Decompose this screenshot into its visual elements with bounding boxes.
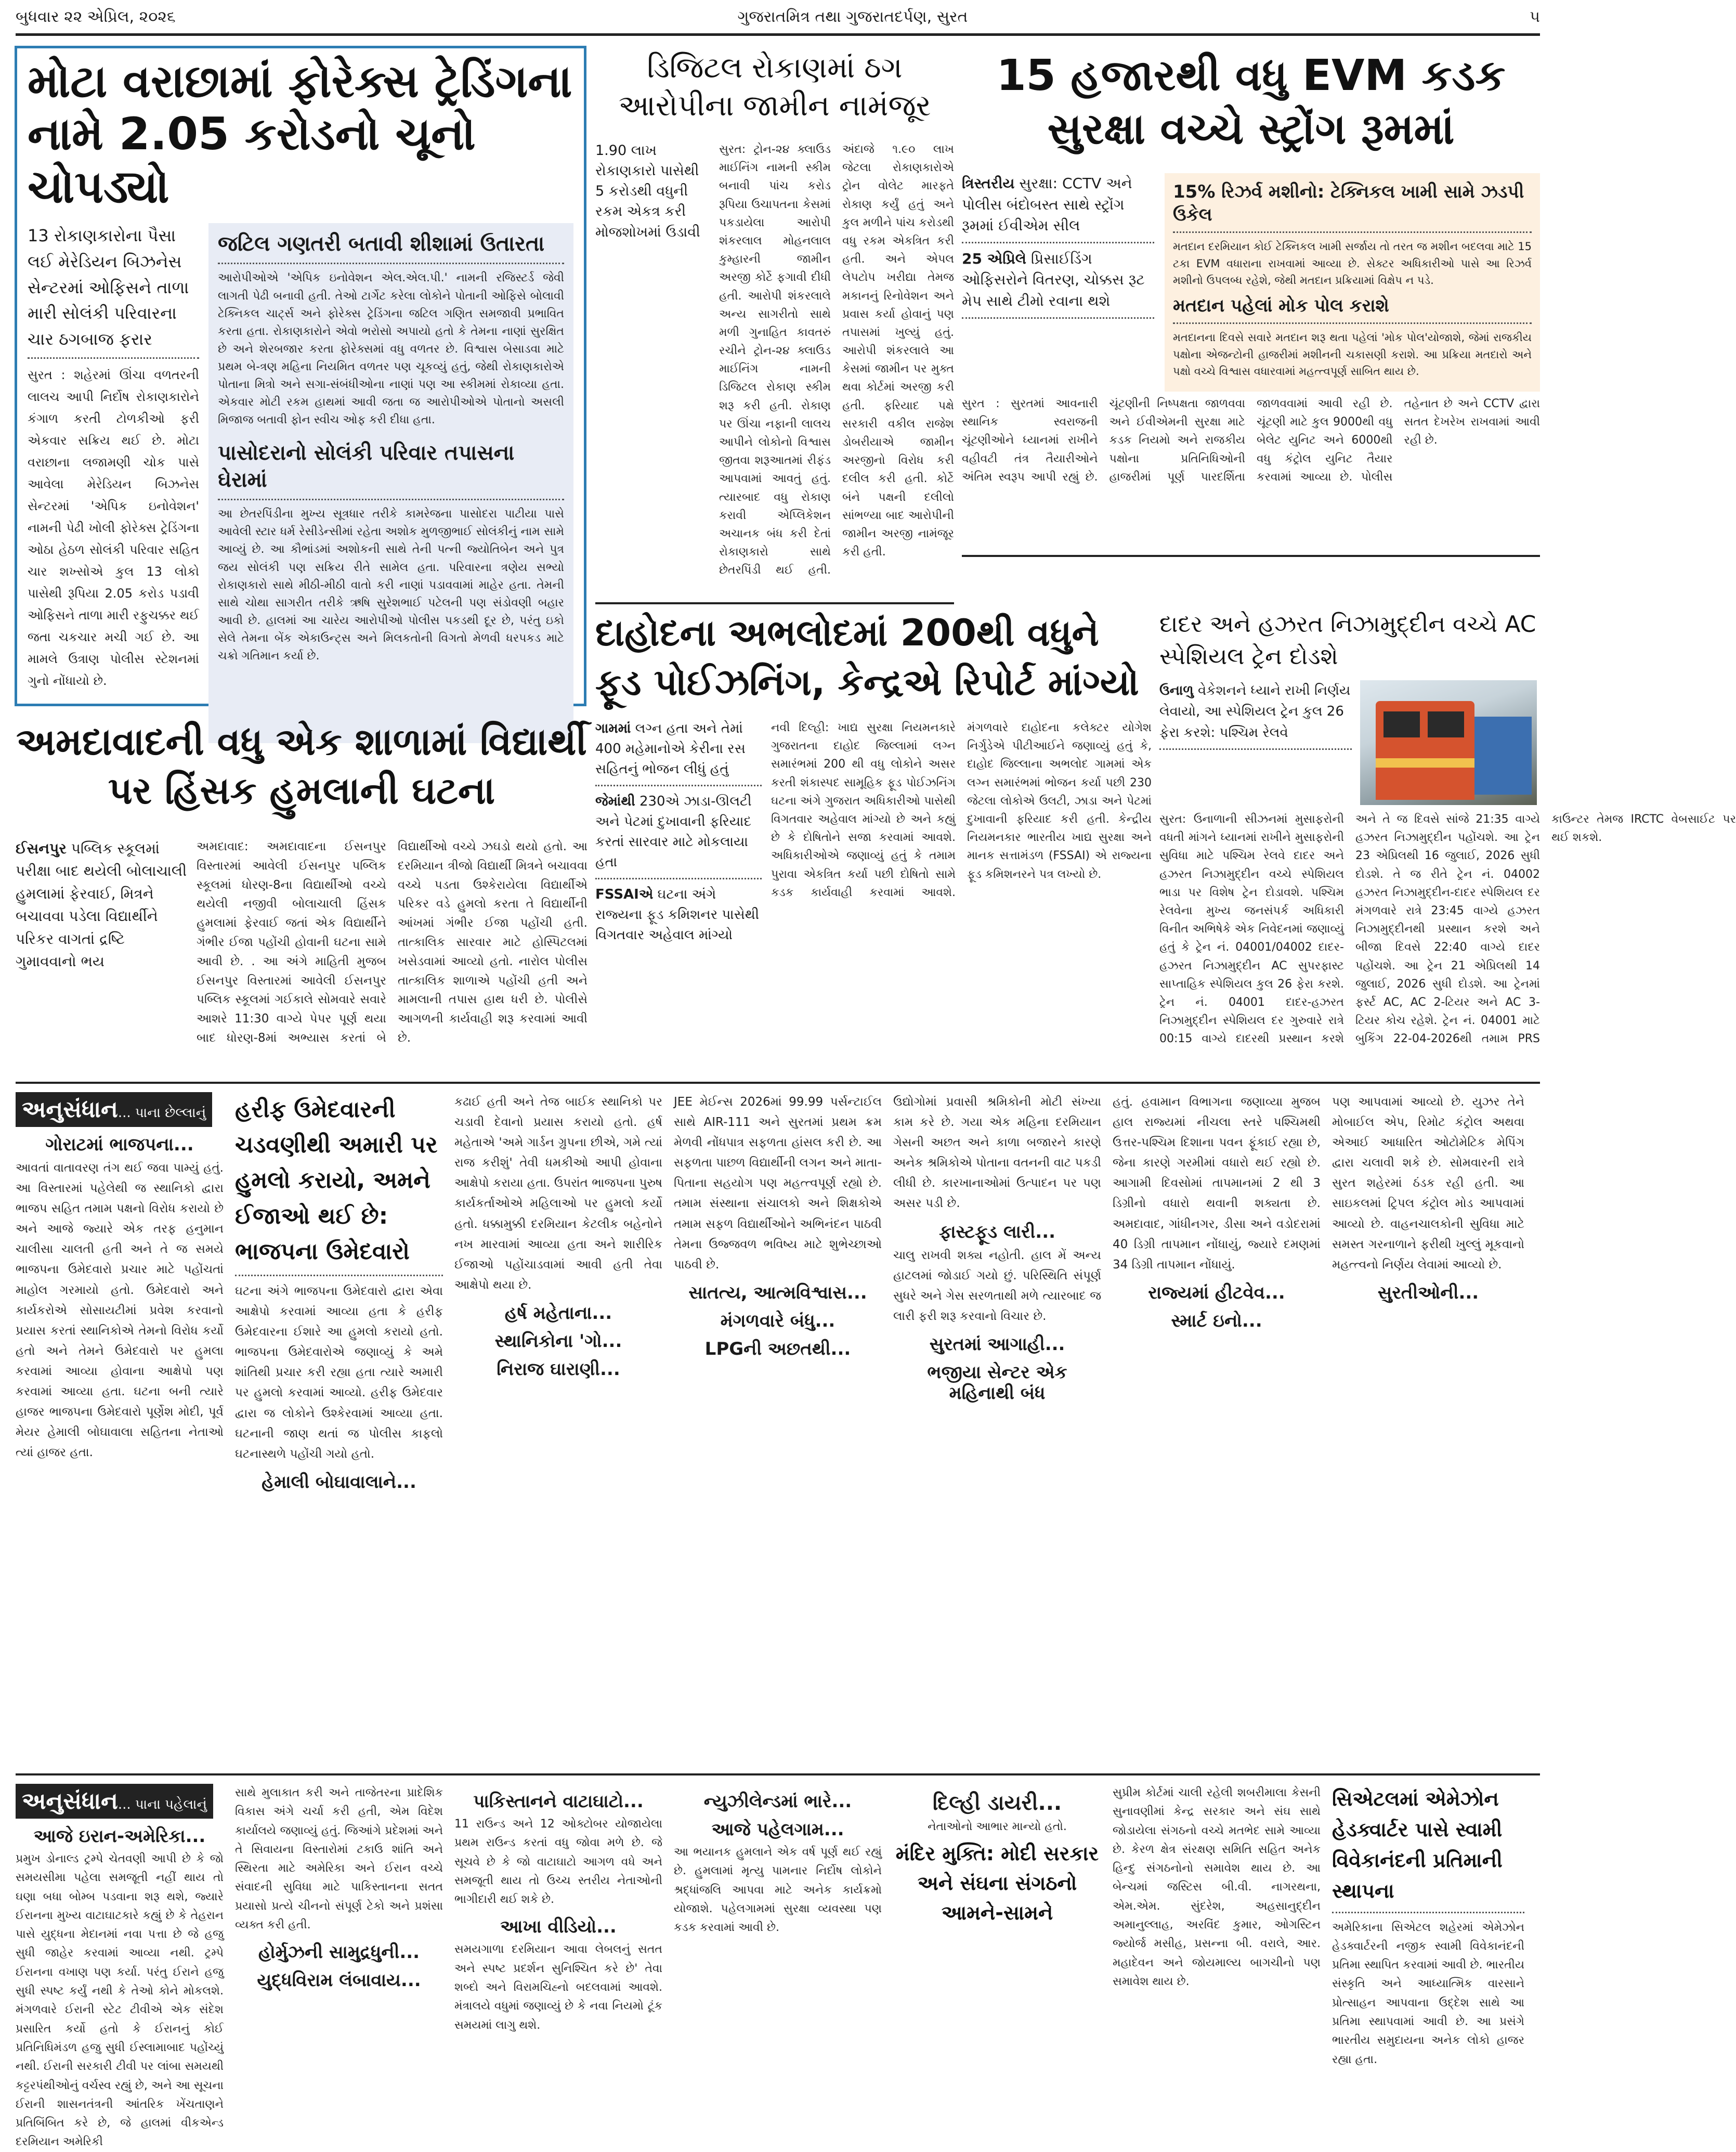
tag-sub-label: ... પાના છેલ્લાનું: [118, 1105, 206, 1121]
article-forex-fraud: [15, 46, 586, 706]
article-body: ઉદ્યોગોમાં પ્રવાસી શ્રમિકોની મોટી સંખ્યા કામ કરે છે. ગયા એક મહિના દરમિયાન ગેસની અછત અને કાળા બજારને કારણે અનેક શ્રમિકોએ પોતાના વતનની વાટ પકડી લીધી છે. કારખાનાઓમાં ઉત્પાદન પર પણ અસર પડી છે.: [893, 1095, 1101, 1211]
train-photo: [1360, 680, 1537, 805]
article-body: પણ આપવામાં આવ્યો છે. યુઝર તેને મોબાઈલ એપ, રિમોટ કંટ્રોલ અથવા એઆઈ આધારિત ઓટોમેટિક મેપિંગ દ્વારા ચલાવી શકે છે. સોમવારની રાત્રે સુરત શહેરમાં ઠંડક રહી હતી. આ સાઇકલમાં ટ્રિપલ કંટ્રોલ મોડ આપવામાં આવ્યો છે. વાહનચાલકોની સુવિધા માટે સમસ્ત ગરનાળાને ફરીથી ખુલ્લું મૂકવાનો મહત્ત્વનો નિર્ણય લેવામાં આવ્યો છે.: [1332, 1095, 1524, 1272]
kicker: યુદ્ધવિરામ લંબાવાય...: [257, 1970, 421, 1991]
continuation-tag: [16, 1092, 212, 1127]
kicker: ન્યુઝીલેન્ડમાં ભારે...: [703, 1791, 852, 1812]
header-date: બુધવાર ૨૨ એપ્રિલ, ૨૦૨૬: [16, 7, 176, 26]
article-food-poisoning: [595, 608, 1152, 1071]
article-body: ચાલુ રાખવી શક્ય નહોતી. હાલ મેં અન્ય હાટલમાં જોડાઈ ગયો છું. પરિસ્થિતિ સંપૂર્ણ સુધરે અને ગેસ સરળતાથી મળે ત્યારબાદ જ લારી ફરી શરૂ કરવાનો વિચાર છે.: [893, 1248, 1101, 1323]
article-headline: દાદર અને હઝરત નિઝામુદ્દીન વચ્ચે AC સ્પેશિયલ ટ્રેન દોડશે: [1159, 611, 1536, 670]
kicker: મંગળવારે બંધુ...: [720, 1310, 836, 1331]
article-headline: દાહોદના અભલોદમાં 200થી વધુને ફૂડ પોઈઝનિંગ, કેન્દ્રએ રિપોર્ટ માંગ્યો: [595, 612, 1139, 704]
article-deck: 1.90 લાખ રોકાણકારો પાસેથી 5 કરોડથી વધુની રકમ એકત્ર કરી મોજશોખમાં ઉડાવી: [595, 142, 700, 240]
subhead-bold: ઉનાળુ: [1159, 683, 1194, 698]
subhead-text: ઘટના અંગે રાજ્યના ફૂડ કમિશનર પાસેથી વિગતવાર અહેવાલ માંગ્યો: [595, 887, 760, 943]
article-body: નેતાઓનો આભાર માન્યો હતો.: [928, 1820, 1067, 1833]
subhead-bold: FSSAIએ: [595, 887, 654, 902]
article-body: અમદાવાદ: અમદાવાદના ઈસનપુર વિસ્તારમાં આવેલી ઈસનપુર પબ્લિક સ્કૂલમાં ધોરણ-8ના વિદ્યાર્થીઓ વચ્ચે થયેલી નજીવી બોલાચાલી હિંસક હુમલામાં ફેરવાઈ જતાં એક વિદ્યાર્થીને ગંભીર ઈજા પહોંચી હોવાની ઘટના સામે આવી છે. . આ અંગે માહિતી મુજબ ઈસનપુર વિસ્તારમાં આવેલી ઈસનપુર પબ્લિક સ્કૂલમાં ગઈકાલે સોમવારે સવારે આશરે 11:30 વાગ્યે પેપર પૂર્ણ થયા બાદ ધોરણ-8માં અભ્યાસ કરતાં બે વિદ્યાર્થીઓ વચ્ચે ઝઘડો થયો હતો. આ દરમિયાન ત્રીજો વિદ્યાર્થી મિત્રને બચાવવા વચ્ચે પડતા ઉશ્કેરાયેલા વિદ્યાર્થીએ પરિકર વડે હુમલો કરતા તે વિદ્યાર્થીની આંખમાં ગંભીર ઈજા પહોંચી હતી. તાત્કાલિક સારવાર માટે હોસ્પિટલમાં ખસેડવામાં આવ્યો હતો. નારોલ પોલીસ તાત્કાલિક શાળાએ પહોંચી હતી અને મામલાની તપાસ હાથ ધરી છે. પોલીસે આગળની કાર્યવાહી શરૂ કરવામાં આવી છે.: [197, 840, 588, 1045]
header-page-number: ૫: [1530, 7, 1540, 26]
kicker: ગોરાટમાં ભાજપના...: [45, 1134, 194, 1155]
article-headline: સિએટલમાં એમેઝોન હેડક્વાર્ટર પાસે સ્વામી વિવેકાનંદની પ્રતિમાની સ્થાપના: [1332, 1787, 1503, 1902]
continuation-section-2: [16, 1784, 1540, 2149]
page-header: [0, 0, 1556, 33]
article-deck: 13 રોકાણકારોના પૈસા લઈ મેરેડિયન બિઝનેસ સેન્ટરમાં ઓફિસને તાળા મારી સોલંકી પરિવારના ચાર ઠગબાજ ફરાર: [28, 226, 189, 349]
subhead-text: પ્રિસાઈડિંગ ઓફિસરોને વિતરણ, ચોક્કસ રૂટ મેપ સાથે ટીમો રવાના થશે: [962, 250, 1145, 309]
article-body: સુરત: ઉનાળાની સીઝનમાં મુસાફરોની વધતી માંગને ધ્યાનમાં રાખીને મુસાફરોની સુવિધા માટે પશ્ચિમ રેલવે દાદર અને હઝરત નિઝામુદ્દીન વચ્ચે સ્પેશિયલ ભાડા પર વિશેષ ટ્રેન દોડાવશે. પશ્ચિમ રેલવેના મુખ્ય જનસંપર્ક અધિકારી વિનીત અભિષેકે એક નિવેદનમાં જણાવ્યું હતું કે ટ્રેન નં. 04001/04002 દાદર-હઝરત નિઝામુદ્દીન AC સુપરફાસ્ટ સાપ્તાહિક સ્પેશિયલ કુલ 26 ફેરા કરશે. ટ્રેન નં. 04001 દાદર-હઝરત નિઝામુદ્દીન સ્પેશિયલ દર ગુરુવારે રાત્રે 00:15 વાગ્યે દાદરથી પ્રસ્થાન કરશે અને તે જ દિવસે સાંજે 21:35 વાગ્યે હઝરત નિઝામુદ્દીન પહોંચશે. આ ટ્રેન 23 એપ્રિલથી 16 જુલાઈ, 2026 સુધી દોડશે. તે જ રીતે ટ્રેન નં. 04002 હઝરત નિઝામુદ્દીન-દાદર સ્પેશિયલ દર મંગળવારે રાત્રે 23:45 વાગ્યે હઝરત નિઝામુદ્દીનથી પ્રસ્થાન કરશે અને બીજા દિવસે 22:40 વાગ્યે દાદર પહોંચશે. આ ટ્રેન 21 એપ્રિલથી 14 જુલાઈ, 2026 સુધી દોડશે. આ ટ્રેનમાં ફર્સ્ટ AC, AC 2-ટિયર અને AC 3-ટિયર કોચ રહેશે. ટ્રેન નં. 04001 માટે બુકિંગ 22-04-2026થી તમામ PRS કાઉન્ટર તેમજ IRCTC વેબસાઈટ પર થઈ શકશે.: [1159, 813, 1736, 1046]
kicker: ફાસ્ટફૂડ લારી...: [938, 1221, 1056, 1242]
box-heading: 15% રિઝર્વ મશીનો: ટેક્નિકલ ખામી સામે ઝડપી ઉકેલ: [1173, 182, 1524, 226]
article-special-train: [1159, 608, 1736, 1071]
subhead-bold: ત્રિસ્તરીય: [962, 175, 1015, 192]
subhead-bold: 25 એપ્રિલે: [962, 250, 1026, 267]
article-headline: ડિજિટલ રોકાણમાં ઠગ આરોપીના જામીન નામંજૂર: [618, 51, 931, 123]
box-text: આ છેતરપિંડીના મુખ્ય સૂત્રધાર તરીકે કામરેજના પાસોદરા પાટીયા પાસે આવેલી સ્ટાર ધર્મ રેસીડેન્સીમાં રહેતા અશોક મુળજીભાઈ સોલંકીનું નામ સામે આવ્યું છે. આ કૌભાંડમાં અશોકની સાથે તેની પત્ની જ્યોતિબેન અને પુત્ર જય સોલંકી પણ સક્રિય રીતે સામેલ હતા. પરિવારના ત્રણેય સભ્યો રોકાણકારો સાથે મીઠી-મીઠી વાતો કરી નાણાં પડાવવામાં માહેર હતા. તેમની સાથે ચોથા સાગરીત તરીકે ઋષિ સુરેશભાઈ પટેલની પણ સંડોવણી બહાર આવી છે. હાલમાં આ ચારેય આરોપીઓ પોલીસ પકડથી દૂર છે, પરંતુ ઇકો સેલે તેમના બેંક એકાઉન્ટ્સ અને મિલકતોની વિગતો મેળવી ધરપકડ માટે ચક્રો ગતિમાન કર્યા છે.: [218, 508, 564, 663]
article-body: પ્રમુખ ડોનાલ્ડ ટ્રમ્પે ચેતવણી આપી છે કે જો સમયસીમા પહેલા સમજૂતી નહીં થાય તો ઘણા બધા બોમ્બ પડવાના શરૂ થશે, જ્યારે ઈરાનના મુખ્ય વાટાઘાટકારે કહ્યું છે કે તેહરાન પાસે યુદ્ધના મેદાનમાં નવા પત્તા છે જે હજુ સુધી જાહેર કરવામાં આવ્યા નથી. ટ્રમ્પે ઈરાનના વખાણ પણ કર્યા. પરંતુ ઈરાને હજુ સુધી સ્પષ્ટ કર્યું નથી કે તેઓ કોને મોકલશે. મંગળવારે ઈરાની સ્ટેટ ટીવીએ એક સંદેશ પ્રસારિત કર્યો હતો કે ઈરાનનું કોઈ પ્રતિનિધિમંડળ હજુ સુધી ઈસ્લામાબાદ પહોંચ્યું નથી. ઈરાની સરકારી ટીવી પર લાંબા સમયથી કટ્ટરપંથીઓનું વર્ચસ્વ રહ્યું છે, અને આ સૂચના ઈરાની શાસનતંત્રની આંતરિક ખેંચતાણને પ્રતિબિંબિત કરે છે, જે હાલમાં વીકએન્ડ દરમિયાન અમેરિકી: [16, 1852, 224, 2149]
section-divider: [16, 1773, 1540, 1775]
article-body: ઘટના અંગે ભાજપના ઉમેદવારો દ્વારા એવા આક્ષેપો કરવામાં આવ્યા હતા કે હરીફ ઉમેદવારના ઈશારે આ હુમલો કરાયો હતો. ભાજપના ઉમેદવારોએ જણાવ્યું કે અમે શાંતિથી પ્રચાર કરી રહ્યા હતા ત્યારે અમારી પર હુમલો કરવામાં આવ્યો. હરીફ ઉમેદવાર દ્વારા જ લોકોને ઉશ્કેરવામાં આવ્યા હતા. ઘટનાની જાણ થતાં જ પોલીસ કાફલો ઘટનાસ્થળે પહોંચી ગયો હતો.: [235, 1284, 443, 1461]
section-divider: [16, 1082, 1540, 1084]
tag-label: અનુસંધાન: [22, 1096, 118, 1123]
article-body: અમેરિકાના સિએટલ શહેરમાં એમેઝોન હેડક્વાર્ટરની નજીક સ્વામી વિવેકાનંદની પ્રતિમા સ્થાપિત કરવામાં આવી છે. ભારતીય સંસ્કૃતિ અને આધ્યાત્મિક વારસાને પ્રોત્સાહન આપવાના ઉદ્દેશ સાથે આ પ્રતિમા સ્થાપવામાં આવી છે. આ પ્રસંગે ભારતીય સમુદાયના અનેક લોકો હાજર રહ્યા હતા.: [1332, 1921, 1524, 2066]
article-headline: હરીફ ઉમેદવારની ચડવણીથી અમારી પર હુમલો કરાયો, અમને ઈજાઓ થઈ છે: ભાજપના ઉમેદવારો: [235, 1096, 438, 1265]
kicker: દિલ્હી ડાયરી...: [932, 1791, 1062, 1815]
article-digital-investment: [595, 49, 954, 601]
article-evm-security: [962, 49, 1540, 601]
article-headline: 15 હજારથી વધુ EVM કડક સુરક્ષા વચ્ચે સ્ટ્રોંગ રૂમમાં: [996, 51, 1506, 154]
subhead-bold: ગામમાં: [595, 721, 631, 736]
kicker: હેમાલી બોઘાવાલાને...: [262, 1471, 416, 1493]
continuation-tag: [16, 1784, 213, 1819]
box-text: આરોપીઓએ 'એપિક ઇનોવેશન એલ.એલ.પી.' નામની રજિસ્ટર્ડ જેવી લાગતી પેઢી બનાવી હતી. તેઓ ટાર્ગેટ કરેલા લોકોને પોતાની ઓફિસે બોલાવી ટેક્નિકલ ચાર્ટ્સ અને ફોરેક્સ ટ્રેડિંગના જટિલ ગણિત સમજાવી પ્રભાવિત કરતા હતા. રોકાણકારોને એવો ભરોસો અપાયો હતો કે તેમના નાણાં સુરક્ષિત છે અને શેરબજાર કરતા ફોરેક્સમાં વધુ વળતર છે. વિશ્વાસ બેસાડવા માટે પ્રથમ બે-ત્રણ મહિના નિયમિત વળતર પણ ચૂકવ્યું હતું, જેથી રોકાણકારોએ પોતાના મિત્રો અને સગા-સંબંધીઓના નાણાં પણ આ સ્કીમમાં રોકાવ્યા હતા. એકવાર મોટી રકમ હાથમાં આવી જતા જ આરોપીઓએ પોતાનો અસલી મિજાજ બતાવી ફોન સ્વીચ ઓફ કરી દીધા હતા.: [218, 271, 564, 427]
kicker: નિરાજ ઘારાણી...: [497, 1358, 620, 1380]
article-body: આ ભયાનક હુમલાને એક વર્ષ પૂર્ણ થઈ રહ્યું છે. હુમલામાં મૃત્યુ પામનાર નિર્દોષ લોકોને શ્રદ્ધાંજલિ આપવા માટે અનેક કાર્યક્રમો યોજાશે. પહેલગામમાં સુરક્ષા વ્યવસ્થા પણ કડક કરવામાં આવી છે.: [674, 1846, 882, 1935]
tag-label: અનુસંધાન: [22, 1788, 118, 1814]
subhead-text: સુરક્ષા: CCTV અને પોલીસ બંદોબસ્ત સાથે સ્ટ્રોંગ રૂમમાં ઈવીએમ સીલ: [962, 175, 1132, 235]
box-heading: પાસોદરાનો સોલંકી પરિવાર તપાસના ઘેરામાં: [218, 441, 515, 492]
article-deck: પબ્લિક સ્કૂલમાં પરીક્ષા બાદ થયેલી બોલાચાલી હુમલામાં ફેરવાઈ, મિત્રને બચાવવા પડેલા વિદ્યાર્થીને પરિકર વાગતાં દ્રષ્ટિ ગુમાવવાનો ભય: [16, 840, 187, 970]
article-headline: મોટા વરાછામાં ફોરેક્સ ટ્રેડિંગના નામે 2.05 કરોડનો ચૂનો ચોપડ્યો: [28, 56, 572, 213]
header-paper-name: ગુજરાતમિત્ર તથા ગુજરાતદર્પણ, સુરત: [737, 7, 968, 26]
subhead-text: 230એ ઝાડા-ઊલટી અને પેટમાં દુખાવાની ફરિયાદ કરતાં સારવાર માટે મોકલાયા હતા: [595, 794, 752, 870]
kicker: હોર્મુઝની સામુદ્રધુની...: [258, 1942, 420, 1963]
article-headline: મંદિર મુક્તિ: મોદી સરકાર અને સંઘના સંગઠનો આમને-સામને: [895, 1842, 1099, 1925]
box-heading: મતદાન પહેલાં મોક પોલ કરાશે: [1173, 295, 1389, 317]
article-headline: અમદાવાદની વધુ એક શાળામાં વિદ્યાર્થી પર હિંસક હુમલાની ઘટના: [16, 720, 587, 812]
article-body: 11 રાઉન્ડ અને 12 ઓક્ટોબર યોજાયેલા પ્રથમ રાઉન્ડ કરતાં વધુ જોવા મળે છે. જે સૂચવે છે કે જો વાટાઘાટો આગળ વધે અને સમજૂતી થાય તો ઉચ્ચ સ્તરીય નેતાઓની ભાગીદારી થઈ શકે છે.: [454, 1818, 662, 1907]
kicker: આજે પહેલગામ...: [711, 1819, 844, 1840]
kicker: સુરતમાં આગાહી...: [929, 1333, 1065, 1355]
article-body: સમયગાળા દરમિયાન આવા લેબલનું સતત અને સ્પષ્ટ પ્રદર્શન સુનિશ્ચિત કરે છે' તેવા શબ્દો અને વિરામચિહ્નો બદલવામાં આવશે. મંત્રાલયે વધુમાં જણાવ્યું છે કે નવા નિયમો ટૂંક સમયમાં લાગુ થશે.: [454, 1943, 662, 2032]
box-text: મતદાનના દિવસે સવારે મતદાન શરૂ થતા પહેલાં 'મોક પોલ'યોજાશે, જેમાં રાજકીય પક્ષોના એજન્ટોની હાજરીમાં મશીનની ચકાસણી કરાશે. આ પ્રક્રિયા મતદારો અને પક્ષો વચ્ચે વિશ્વાસ વધારવામાં મહત્ત્વપૂર્ણ સાબિત થાય છે.: [1173, 331, 1532, 378]
article-body: હતું. હવામાન વિભાગના જણાવ્યા મુજબ હાલ રાજ્યમાં નીચલા સ્તરે પશ્ચિમથી ઉત્તર-પશ્ચિમ દિશાના પવન ફૂંકાઈ રહ્યા છે, જેના કારણે ગરમીમાં વધારો થઈ રહ્યો છે. આગામી દિવસોમાં તાપમાનમાં 2 થી 3 ડિગ્રીનો વધારો થવાની શક્યતા છે. અમદાવાદ, ગાંધીનગર, ડીસા અને વડોદરામાં 40 ડિગ્રી તાપમાન નોંધાયું, જ્યારે દમણમાં 34 ડિગ્રી તાપમાન નોંધાયું.: [1113, 1095, 1321, 1272]
article-body: સુરત: ટ્રોન-૨૪ ક્લાઉડ માઈનિંગ નામની સ્કીમ બનાવી પાંચ કરોડ રૂપિયા ઉચાપતના કેસમાં પકડાયેલા આરોપી શંકરલાલ મોહનલાલ કુમ્હારની જામીન અરજી કોર્ટે ફગાવી દીધી હતી. આરોપી શંકરલાલે અન્ય સાગરીતો સાથે મળી ગુનાહિત કાવતરું રચીને ટ્રોન-૨૪ ક્લાઉડ માઈનિંગ નામની ડિજિટલ રોકાણ સ્કીમ શરૂ કરી હતી. રોકાણ પર ઊંચા નફાની લાલચ આપીને લોકોનો વિશ્વાસ જીતવા શરૂઆતમાં રીફંડ આપવામાં આવતું હતું. ત્યારબાદ વધુ રોકાણ કરાવી એપ્લિકેશન અચાનક બંધ કરી દેતાં રોકાણકારો સાથે છેતરપિંડી થઈ હતી. અંદાજે ૧.૯૦ લાખ જેટલા રોકાણકારોએ ટ્રોન વોલેટ મારફતે રોકાણ કર્યું હતું અને કુલ મળીને પાંચ કરોડથી વધુ રકમ એકત્રિત કરી હતી. અને એપલ લેપટોપ ખરીદ્યા તેમજ મકાનનું રિનોવેશન અને પ્રવાસ કર્યા હોવાનું પણ તપાસમાં ખુલ્યું હતું. આરોપી શંકરલાલે આ કેસમાં જામીન પર મુક્ત થવા કોર્ટમાં અરજી કરી હતી. ફરિયાદ પક્ષે સરકારી વકીલ રાજેશ ડોબરીયાએ જામીન અરજીનો વિરોધ કરી દલીલ કરી હતી. કોર્ટે બંને પક્ષની દલીલો સાંભળ્યા બાદ આરોપીની જામીન અરજી નામંજૂર કરી હતી.: [719, 143, 954, 577]
box-text: મતદાન દરમિયાન કોઈ ટેક્નિકલ ખામી સર્જાય તો તરત જ મશીન બદલવા માટે 15 ટકા EVM વધારાના રાખવામાં આવ્યા છે. સેક્ટર અધિકારીઓ પાસે આ રિઝર્વ મશીનો ઉપલબ્ધ રહેશે, જેથી મતદાન પ્રક્રિયામાં વિક્ષેપ ન પડે.: [1173, 240, 1532, 287]
continuation-section-1: [16, 1092, 1540, 1763]
kicker: સ્થાનિકોના 'ગો...: [494, 1330, 622, 1352]
article-body: સુરત : સુરતમાં આવનારી સ્થાનિક સ્વરાજની ચૂંટણીઓને ધ્યાનમાં રાખીને વહીવટી તંત્ર તૈયારીઓને અંતિમ સ્વરૂપ આપી રહ્યું છે. ચૂંટણીની નિષ્પક્ષતા જાળવવા અને ઈવીએમની સુરક્ષા માટે કડક નિયમો અને રાજકીય પક્ષોના પ્રતિનિધિઓની હાજરીમાં પૂર્ણ પારદર્શિતા જાળવવામાં આવી રહી છે. ચૂંટણી માટે કુલ 9000થી વધુ બેલેટ યુનિટ અને 6000થી વધુ કંટ્રોલ યુનિટ તૈયાર કરવામાં આવ્યા છે. પોલીસ તહેનાત છે અને CCTV દ્વારા સતત દેખરેખ રાખવામાં આવી રહી છે.: [962, 397, 1540, 484]
kicker: સુરતીઓની...: [1377, 1282, 1479, 1303]
subhead-text: લગ્ન હતા અને તેમાં 400 મહેમાનોએ કેરીના રસ સહિતનું ભોજન લીધું હતું: [595, 721, 746, 777]
kicker: સાતત્ય, આત્મવિશ્વાસ...: [688, 1282, 867, 1303]
kicker: આજે ઇરાન-અમેરિકા...: [33, 1826, 206, 1847]
deck-bold: ઈસનપુર: [16, 840, 67, 857]
kicker: હર્ષ મહેતાના...: [504, 1302, 612, 1324]
article-body: સાથે મુલાકાત કરી અને તાજેતરના પ્રાદેશિક વિકાસ અંગે ચર્ચા કરી હતી, એમ વિદેશ કાર્યાલયે જણાવ્યું હતું. જિઆંગે પ્રદેશમાં અને તે સિવાયના વિસ્તારોમાં ટકાઉ શાંતિ અને સ્થિરતા માટે અમેરિકા અને ઈરાન વચ્ચે સંવાદની સુવિધા માટે પાકિસ્તાનના સતત પ્રયાસો પ્રત્યે ચીનનો સંપૂર્ણ ટેકો અને પ્રશંસા વ્યક્ત કરી હતી.: [235, 1786, 443, 1932]
subhead-bold: જેમાંથી: [595, 794, 635, 809]
article-body: JEE મેઈન્સ 2026માં 99.99 પર્સન્ટાઈલ સાથે AIR-111 અને સુરતમાં પ્રથમ ક્રમ મેળવી નોંધપાત્ર સફળતા હાંસલ કરી છે. આ સફળતા પાછળ વિદ્યાર્થીની લગન અને માતા-પિતાના સહયોગ પણ મહત્ત્વપૂર્ણ રહ્યો છે. તમામ સંસ્થાના સંચાલકો અને શિક્ષકોએ તમામ સફળ વિદ્યાર્થીઓને અભિનંદન પાઠવી તેમના ઉજ્જવળ ભવિષ્ય માટે શુભેચ્છાઓ પાઠવી છે.: [674, 1095, 882, 1272]
box-heading: જટિલ ગણતરી બતાવી શીશામાં ઉતારતા: [218, 232, 545, 256]
article-school-attack: [16, 718, 588, 1071]
kicker: સ્માર્ટ ઇનો...: [1171, 1310, 1262, 1331]
kicker: આખા વીડિયો...: [500, 1916, 617, 1938]
kicker: પાકિસ્તાનને વાટાઘાટો...: [473, 1791, 644, 1812]
kicker: ભજીયા સેન્ટર એક મહિનાથી બંધ: [927, 1362, 1067, 1404]
article-body: કઢાઈ હતી અને તેજ બાઈક સ્થાનિકો પર ચડાવી દેવાનો પ્રયાસ કરાયો હતો. હર્ષ મહેતાએ 'અમે ગાર્ડન ગ્રુપના છીએ, ગમે ત્યાં રાજ કરીશું' તેવી ધમકીઓ આપી હોવાના આક્ષેપો કરાયા હતા. ઉપરાંત ભાજપના પુરુષ કાર્યકર્તાઓએ મહિલાઓ પર હુમલો કર્યો હતો. ધક્કામુક્કી દરમિયાન કેટલીક બહેનોને નખ મારવામાં આવ્યા હતા અને શારીરિક ઈજાઓ પહોંચાડવામાં આવી હતી તેવા આક્ષેપો થયા છે.: [454, 1095, 662, 1292]
article-body: સુરત : શહેરમાં ઊંચા વળતરની લાલચ આપી નિર્દોષ રોકાણકારોને કંગાળ કરતી ટોળકીઓ ફરી એકવાર સક્રિય થઈ છે. મોટા વરાછાના લજામણી ચોક પાસે આવેલા મેરેડિયન બિઝનેસ સેન્ટરમાં 'એપિક ઇનોવેશન' નામની પેઢી ખોલી ફોરેક્સ ટ્રેડિંગના ઓઠા હેઠળ સોલંકી પરિવાર સહિત ચાર શખ્સોએ કુલ 13 લોકો પાસેથી રૂપિયા 2.05 કરોડ પડાવી ઓફિસને તાળા મારી રફુચક્કર થઈ જતા ચકચાર મચી ગઈ છે. આ મામલે ઉત્રાણ પોલીસ સ્ટેશનમાં ગુનો નોંધાયો છે.: [28, 368, 199, 689]
subhead-text: વેકેશનને ધ્યાને રાખી નિર્ણય લેવાયો, આ સ્પેશિયલ ટ્રેન કુલ 26 ફેરા કરશે: પશ્ચિમ રેલવે: [1159, 683, 1351, 741]
tag-sub-label: ... પાના પહેલાનું: [118, 1797, 207, 1812]
header-rule: [16, 33, 1540, 36]
article-body: નવી દિલ્હી: ખાદ્ય સુરક્ષા નિયમનકારે ગુજરાતના દાહોદ જિલ્લામાં લગ્ન સમારંભમાં 200 થી વધુ લોકોને અસર કરતી શંકાસ્પદ સામૂહિક ફૂડ પોઈઝનિંગ ઘટના અંગે ગુજરાત અધિકારીઓ પાસેથી વિગતવાર અહેવાલ માંગ્યો છે અને કહ્યું છે કે દોષિતોને સજા કરવામાં આવશે. અધિકારીઓએ જણાવ્યું હતું કે તમામ પુરાવા એકત્રિત કર્યા પછી દોષિતો સામે કડક કાર્યવાહી કરવામાં આવશે. મંગળવારે દાહોદના કલેક્ટર યોગેશ નિર્ગુડેએ પીટીઆઈને જણાવ્યું હતું કે, દાહોદ જિલ્લાના અભલોદ ગામમાં એક લગ્ન સમારંભમાં ભોજન કર્યા પછી 230 જેટલા લોકોએ ઉલટી, ઝાડા અને પેટમાં દુખાવાની ફરિયાદ કરી હતી. કેન્દ્રીય નિયમનકાર ભારતીય ખાદ્ય સુરક્ષા અને માનક સત્તામંડળ (FSSAI) એ રાજ્યના ફૂડ કમિશનરને પત્ર લખ્યો છે.: [771, 721, 1152, 899]
article-body: સુપ્રીમ કોર્ટમાં ચાલી રહેલી શબરીમાલા કેસની સુનાવણીમાં કેન્દ્ર સરકાર અને સંઘ સાથે જોડાયેલા સંગઠનો વચ્ચે મતભેદ સામે આવ્યા છે. કેરળ ક્ષેત્ર સંરક્ષણ સમિતિ સહિત અનેક હિન્દુ સંગઠનોનો સમાવેશ થાય છે. આ બેન્ચમાં જસ્ટિસ બી.વી. નાગરથના, એમ.એમ. સુંદરેશ, અહસાનુદ્દીન અમાનુલ્લાહ, અરવિંદ કુમાર, ઓગસ્ટિન જ્યોર્જ મસીહ, પ્રસન્ના બી. વરાલે, આર. મહાદેવન અને જોયમાલ્ય બાગચીનો પણ સમાવેશ થાય છે.: [1113, 1786, 1321, 1988]
kicker: રાજ્યમાં હીટવેવ...: [1148, 1282, 1285, 1303]
article-body: આવતાં વાતાવરણ તંગ થઈ જવા પામ્યું હતું. આ વિસ્તારમાં પહેલેથી જ સ્થાનિકો દ્વારા ભાજપ સહિત તમામ પક્ષનો વિરોધ કરાયો છે અને આજે જ્યારે એક તરફ હનુમાન ચાલીસા ચાલતી હતી અને તે જ સમયે ભાજપના ઉમેદવારો પ્રચાર માટે પહોંચતાં માહોલ ગરમાયો હતો. ઉમેદવારો અને કાર્યકરોએ સોસાયટીમાં પ્રવેશ કરવાનો પ્રયાસ કરતાં સ્થાનિકોએ તેમનો વિરોધ કર્યો હતો અને તેમને ઉમેદવારો પર હુમલા કરવામાં આવ્યા હોવાના આક્ષેપો પણ કરવામાં આવ્યા હતા. ઘટના બની ત્યારે હાજર ભાજપના ઉમેદવારો પૂર્ણેશ મોદી, પૂર્વ મેયર હેમાલી બોઘાવાલા સહિતના નેતાઓ ત્યાં હાજર હતા.: [16, 1161, 224, 1460]
kicker: LPGની અછતથી...: [704, 1338, 851, 1359]
